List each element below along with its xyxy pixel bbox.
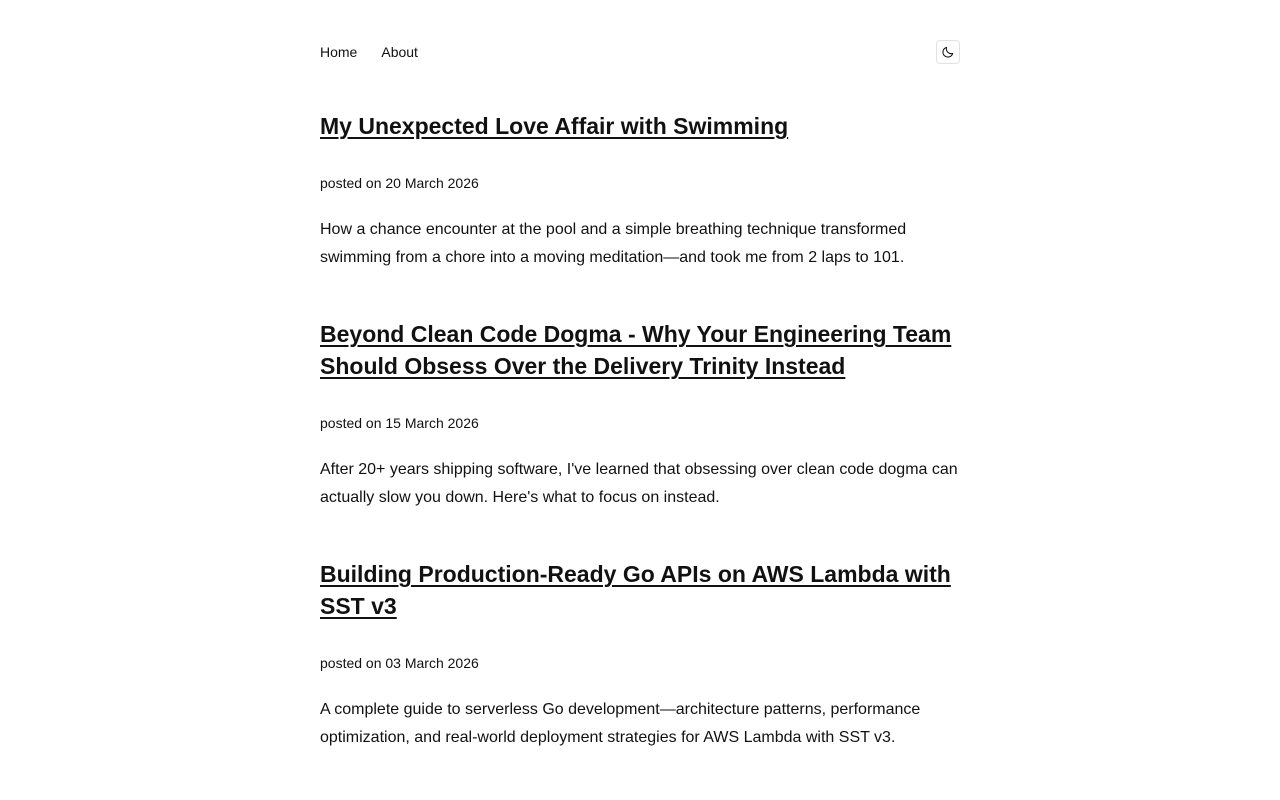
nav-link-home[interactable]: Home bbox=[320, 44, 358, 60]
post-summary: A complete guide to serverless Go development—architecture patterns, performance optimization, and real-world deployment strategies for AWS Lambda with SST v3. bbox=[320, 701, 921, 746]
post-item bbox=[320, 110, 960, 272]
post-summary: After 20+ years shipping software, I've learned that obsessing over clean code dogma can actually slow you down. Here's what to focus on instead. bbox=[320, 461, 958, 506]
nav-link-about[interactable]: About bbox=[381, 44, 418, 60]
post-item bbox=[320, 558, 960, 752]
post-title-block bbox=[320, 558, 960, 622]
nav-links bbox=[320, 42, 418, 62]
theme-toggle-button[interactable] bbox=[936, 40, 960, 64]
post-list bbox=[320, 110, 960, 798]
post-date: 03 March 2026 bbox=[385, 655, 479, 671]
post-item bbox=[320, 318, 960, 512]
post-meta-prefix: posted on bbox=[320, 415, 382, 431]
post-date: 20 March 2026 bbox=[385, 175, 479, 191]
post-title-block bbox=[320, 318, 960, 382]
post-meta bbox=[320, 413, 960, 433]
post-summary: How a chance encounter at the pool and a simple breathing technique transformed swimming from a chore into a moving meditation—and took me from 2 laps to 101. bbox=[320, 221, 907, 266]
post-date: 15 March 2026 bbox=[385, 415, 479, 431]
top-navigation bbox=[320, 40, 960, 64]
post-title-link[interactable]: Beyond Clean Code Dogma - Why Your Engineering Team Should Obsess Over the Delivery Trinity Instead bbox=[320, 321, 952, 379]
post-meta-prefix: posted on bbox=[320, 655, 382, 671]
post-title-link[interactable]: My Unexpected Love Affair with Swimming bbox=[320, 113, 789, 139]
post-meta-prefix: posted on bbox=[320, 175, 382, 191]
post-title-block bbox=[320, 110, 960, 142]
post-meta bbox=[320, 173, 960, 193]
moon-icon bbox=[941, 45, 955, 59]
post-title-link[interactable]: Building Production-Ready Go APIs on AWS Lambda with SST v3 bbox=[320, 561, 951, 619]
post-meta bbox=[320, 653, 960, 673]
